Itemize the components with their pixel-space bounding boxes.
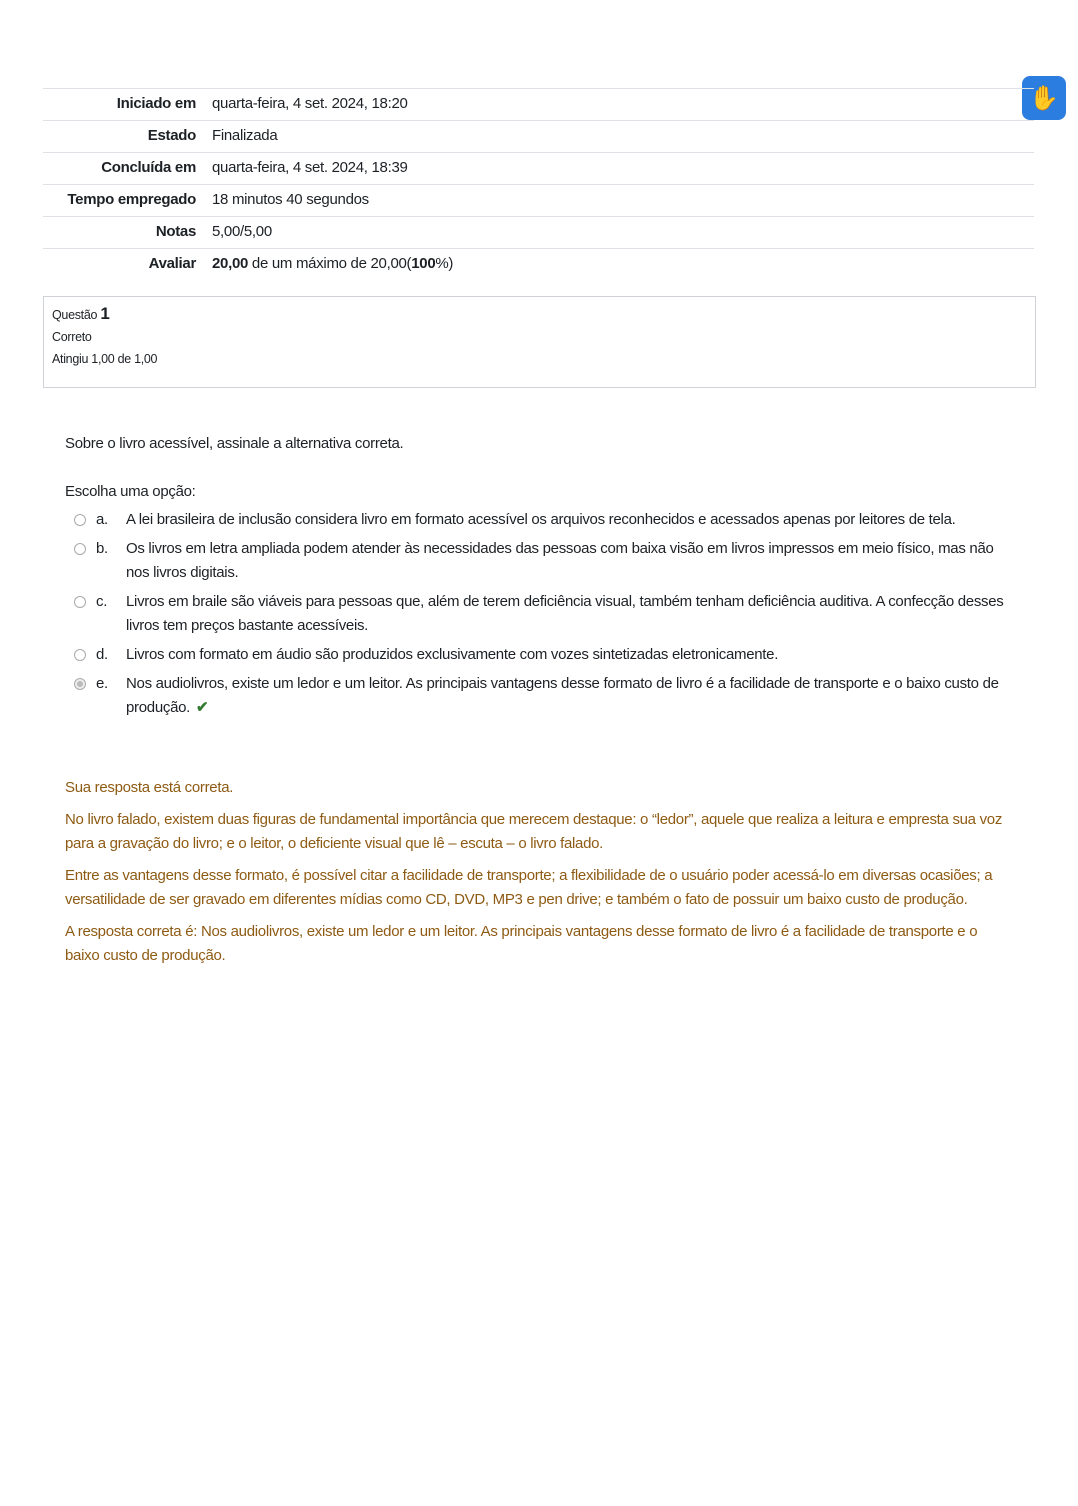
feedback-paragraph: Entre as vantagens desse formato, é possível citar a facilidade de transporte; a flexibilidade de o usuário poder acessá-lo em diversas ocasiões; a versatilidade de ser gravado em diferentes mídias como CD, DVD, MP3 e pen drive; e também o fato de possuir um baixo custo de produção. (65, 867, 993, 908)
summary-value: 5,00/5,00 (204, 217, 1034, 249)
summary-value: quarta-feira, 4 set. 2024, 18:20 (204, 89, 1034, 121)
correct-answer: A resposta correta é: Nos audiolivros, existe um ledor e um leitor. As principais vantagens desse formato de livro é a facilidade de transporte e o baixo custo de produção. (65, 923, 978, 964)
option-letter: c. (96, 593, 108, 610)
radio-button[interactable] (74, 514, 86, 526)
summary-row (43, 217, 1034, 249)
option-text: Livros com formato em áudio são produzidos exclusivamente com vozes sintetizadas eletronicamente. (126, 646, 779, 663)
summary-row (43, 89, 1034, 121)
check-icon: ✔ (196, 699, 209, 716)
avaliar-value (204, 249, 1034, 281)
option-letter: e. (96, 675, 108, 692)
summary-label: Estado (43, 121, 204, 153)
summary-label: Concluída em (43, 153, 204, 185)
option-e[interactable] (65, 672, 1005, 720)
option-c[interactable] (65, 590, 1005, 638)
radio-button[interactable] (74, 596, 86, 608)
question-number: 1 (100, 304, 110, 323)
summary-value: quarta-feira, 4 set. 2024, 18:39 (204, 153, 1034, 185)
feedback-paragraph: No livro falado, existem duas figuras de fundamental importância que merecem destaque: o “ledor”, aquele que realiza a leitura e empresta sua voz para a gravação do livro; e o leitor, o deficiente visual que lê – escuta – o livro falado. (65, 811, 1003, 852)
summary-label: Iniciado em (43, 89, 204, 121)
option-letter: a. (96, 511, 108, 528)
summary-row (43, 153, 1034, 185)
summary-value: Finalizada (204, 121, 1034, 153)
question-prefix: Questão (52, 308, 98, 322)
radio-button-selected[interactable] (74, 678, 86, 690)
option-letter: d. (96, 646, 108, 663)
score-text: de um máximo de 20,00( (248, 255, 412, 272)
percent: 100 (411, 255, 436, 272)
percent-suffix: %) (435, 255, 454, 272)
question-text: Sobre o livro acessível, assinale a alternativa correta. (65, 435, 404, 452)
question-info-box (43, 296, 1036, 388)
summary-label: Tempo empregado (43, 185, 204, 217)
summary-row (43, 249, 1034, 281)
option-b[interactable] (65, 537, 1005, 585)
radio-button[interactable] (74, 543, 86, 555)
summary-label: Avaliar (43, 249, 204, 281)
feedback (65, 776, 1005, 968)
question-grade: Atingiu 1,00 de 1,00 (52, 352, 158, 366)
radio-button[interactable] (74, 649, 86, 661)
question-state: Correto (52, 330, 92, 344)
feedback-status: Sua resposta está correta. (65, 779, 234, 796)
score: 20,00 (212, 255, 249, 272)
option-a[interactable] (65, 508, 1005, 532)
question-prompt: Escolha uma opção: (65, 483, 196, 500)
option-d[interactable] (65, 643, 1005, 667)
option-letter: b. (96, 540, 108, 557)
summary-value: 18 minutos 40 segundos (204, 185, 1034, 217)
option-text: Os livros em letra ampliada podem atender às necessidades das pessoas com baixa visão em livros impressos em meio físico, mas não nos livros digitais. (126, 540, 994, 581)
option-text: Nos audiolivros, existe um ledor e um leitor. As principais vantagens desse formato de livro é a facilidade de transporte e o baixo custo de produção. (126, 675, 999, 716)
options-list (0, 508, 1005, 720)
summary-row (43, 121, 1034, 153)
question-content (65, 432, 1005, 976)
attempt-summary-table (43, 88, 1034, 280)
summary-label: Notas (43, 217, 204, 249)
sign-language-hands-icon[interactable]: ✋ (1022, 76, 1066, 120)
option-text: Livros em braile são viáveis para pessoas que, além de terem deficiência visual, também tenham deficiência auditiva. A confecção desses livros tem preços bastante acessíveis. (126, 593, 1004, 634)
summary-row (43, 185, 1034, 217)
option-text: A lei brasileira de inclusão considera livro em formato acessível os arquivos reconhecidos e acessados apenas por leitores de tela. (126, 511, 956, 528)
